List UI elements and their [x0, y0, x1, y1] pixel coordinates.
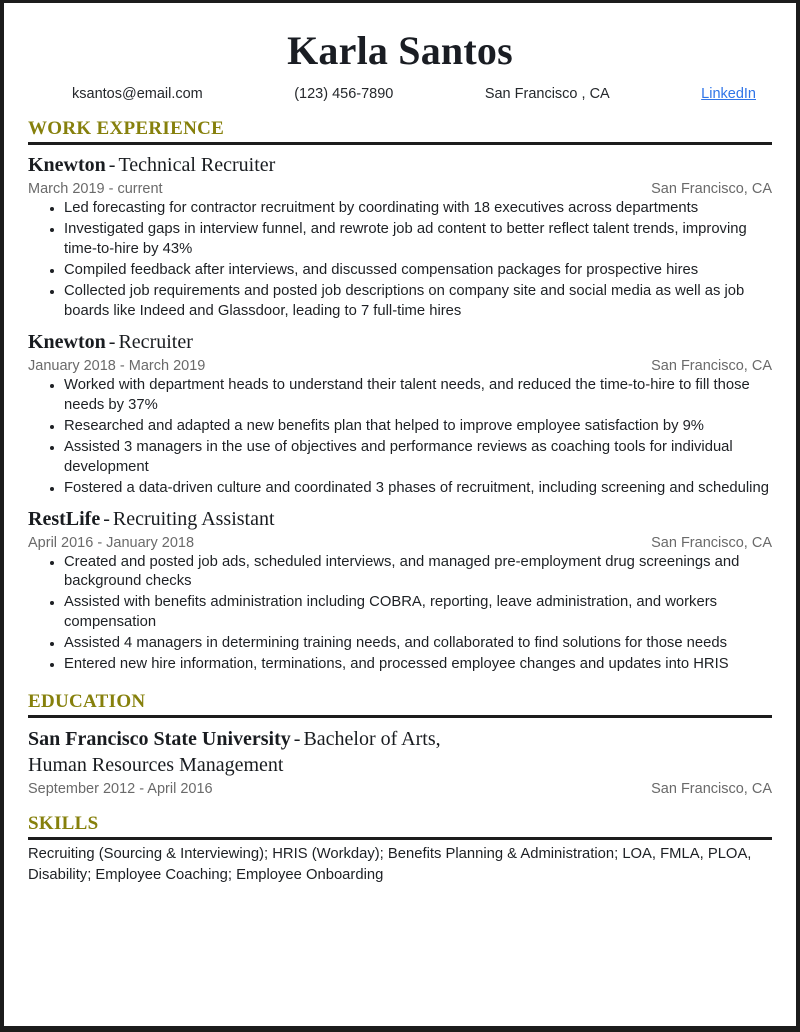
work-entry-bullets [28, 553, 772, 676]
section-heading-work: WORK EXPERIENCE [28, 118, 225, 139]
title-separator: - [103, 507, 110, 530]
section-heading-education: EDUCATION [28, 691, 146, 713]
work-entry-meta [28, 535, 772, 551]
education-location: San Francisco, CA [651, 781, 772, 798]
list-item: Assisted 4 managers in determining training needs, and collaborated to find solutions for those needs [28, 634, 772, 654]
work-entry-role: Recruiting Assistant [112, 507, 275, 530]
work-entry-role: Technical Recruiter [118, 153, 276, 176]
work-entry [28, 330, 772, 499]
work-entry-location: San Francisco, CA [651, 357, 772, 374]
section-rule [28, 837, 772, 840]
section-heading-skills: SKILLS [28, 813, 99, 835]
contact-phone[interactable]: (123) 456-7890 [294, 86, 394, 102]
education-entry-title [28, 726, 498, 778]
list-item: Fostered a data-driven culture and coordinated 3 phases of recruitment, including screening and scheduling [28, 479, 772, 499]
title-separator: - [108, 330, 116, 353]
list-item: Collected job requirements and posted job descriptions on company site and social media as well as job boards like Indeed and Glassdoor, leading to 7 full-time hires [28, 282, 772, 322]
work-entry-bullets [28, 376, 772, 499]
work-entry-title [28, 330, 772, 355]
education-dates: September 2012 - April 2016 [28, 781, 213, 798]
work-entry-location: San Francisco, CA [651, 180, 772, 197]
work-entry-dates: March 2019 - current [28, 180, 163, 197]
work-entry-dates: January 2018 - March 2019 [28, 357, 206, 374]
education-entry [28, 726, 772, 797]
list-item: Assisted 3 managers in the use of objectives and performance reviews as coaching tools for individual development [28, 438, 772, 478]
list-item: Entered new hire information, terminations, and processed employee changes and updates into HRIS [28, 655, 772, 675]
title-separator: - [293, 728, 301, 751]
work-entry-company: Knewton [28, 330, 106, 353]
list-item: Researched and adapted a new benefits plan that helped to improve employee satisfaction by 9% [28, 417, 772, 437]
work-entry-dates: April 2016 - January 2018 [28, 534, 195, 551]
linkedin-link[interactable]: LinkedIn [701, 86, 756, 102]
work-entry-role: Recruiter [118, 330, 193, 353]
work-entry-meta [28, 181, 772, 197]
section-skills [28, 814, 772, 885]
list-item: Created and posted job ads, scheduled interviews, and managed pre-employment drug screenings and background checks [28, 553, 772, 593]
skills-list: Recruiting (Sourcing & Interviewing); HRIS (Workday); Benefits Planning & Administration; LOA, FMLA, PLOA, Disability; Employee Coaching; Employee Onboarding [28, 846, 752, 883]
list-item: Compiled feedback after interviews, and discussed compensation packages for prospective hires [28, 261, 772, 281]
work-entry-title [28, 507, 772, 532]
section-education [28, 692, 772, 797]
work-entry-meta [28, 358, 772, 374]
section-rule [28, 715, 772, 718]
contact-email[interactable]: ksantos@email.com [72, 86, 203, 102]
section-rule [28, 142, 772, 145]
contact-row [28, 86, 772, 102]
education-entry-meta [28, 781, 772, 797]
work-entry [28, 507, 772, 676]
page-title: Karla Santos [287, 28, 513, 73]
work-entry-bullets [28, 199, 772, 322]
work-entry-company: RestLife [28, 507, 101, 530]
list-item: Investigated gaps in interview funnel, and rewrote job ad content to better reflect talent trends, improving time-to-hire by 43% [28, 220, 772, 260]
list-item: Led forecasting for contractor recruitment by coordinating with 18 executives across departments [28, 199, 772, 219]
work-entry-title [28, 153, 772, 178]
title-separator: - [108, 153, 116, 176]
education-degree: Bachelor of Arts, Human Resources Management [28, 728, 441, 777]
work-entry-company: Knewton [28, 153, 106, 176]
contact-location: San Francisco , CA [484, 86, 610, 102]
education-school: San Francisco State University [28, 728, 291, 751]
work-entry-location: San Francisco, CA [651, 534, 772, 551]
section-work-experience [28, 119, 772, 675]
list-item: Assisted with benefits administration including COBRA, reporting, leave administration, and workers compensation [28, 593, 772, 633]
list-item: Worked with department heads to understand their talent needs, and reduced the time-to-hire to fill those needs by 37% [28, 376, 772, 416]
work-entry [28, 153, 772, 322]
